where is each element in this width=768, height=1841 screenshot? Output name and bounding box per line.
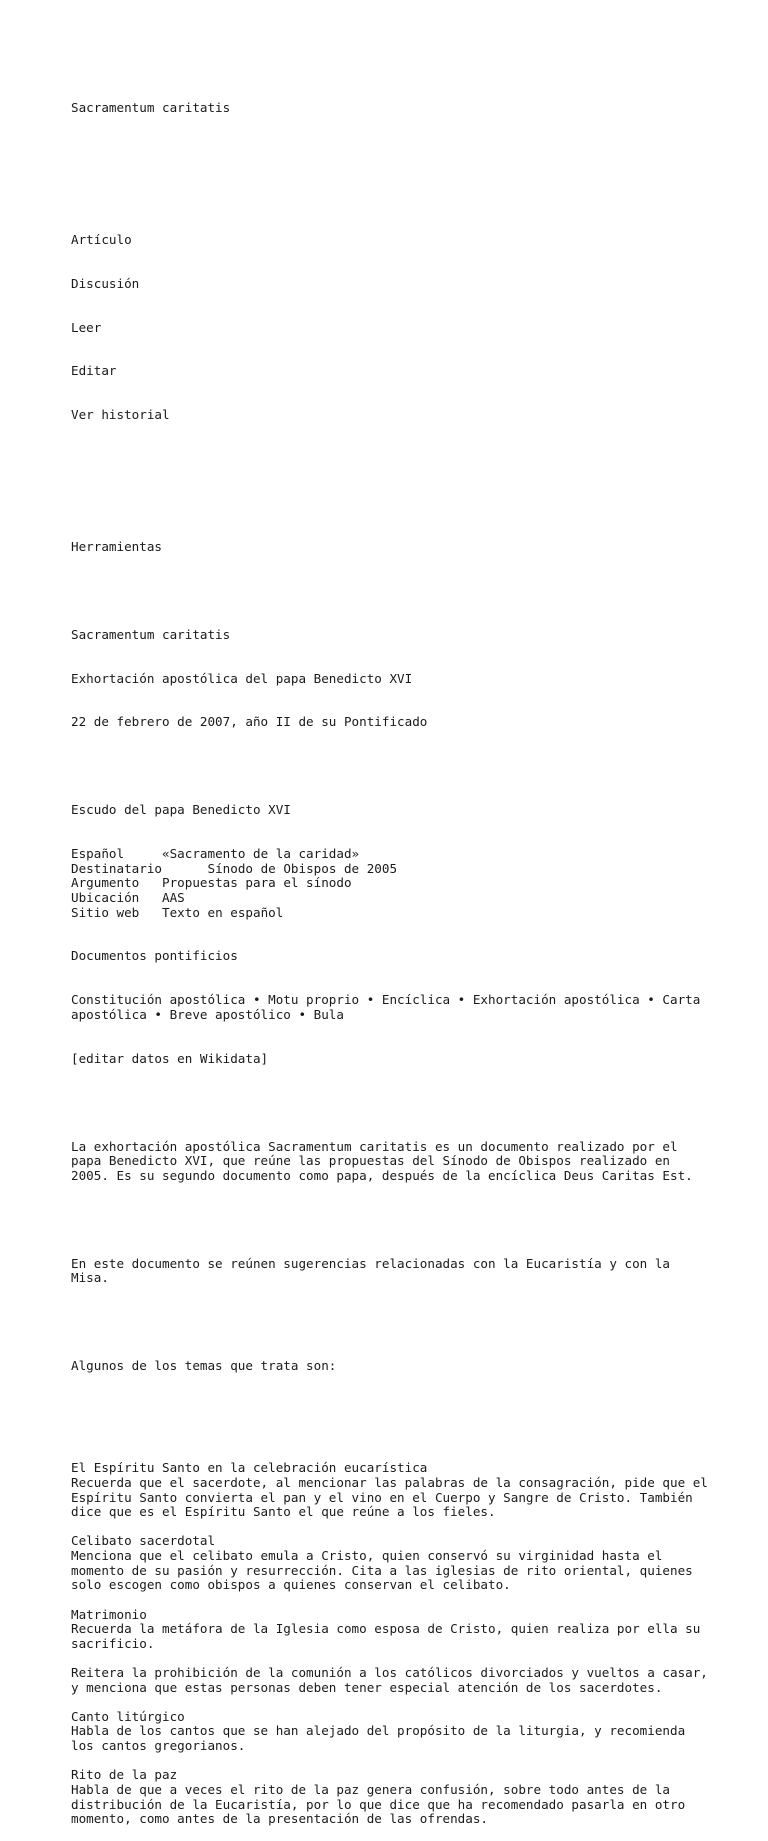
section-paragraph: Habla de que a veces el rito de la paz genera confusión, sobre todo antes de la distribución de la Eucaristía, por lo que dice que ha recomendado pasarla en otro momento, como antes de la presentación de las ofrendas. bbox=[71, 1781, 693, 1827]
infobox-row-label: Sitio web bbox=[71, 904, 140, 920]
section-heading: El Espíritu Santo en la celebración eucarística bbox=[71, 1460, 428, 1476]
infobox-row-value: Propuestas para el sínodo bbox=[162, 875, 352, 891]
infobox-row bbox=[71, 876, 711, 891]
infobox-name: Sacramentum caritatis bbox=[71, 626, 231, 642]
article-page bbox=[71, 72, 716, 1841]
section bbox=[71, 1768, 711, 1827]
spacer bbox=[71, 1213, 711, 1228]
infobox-row-label: Destinatario bbox=[71, 860, 162, 876]
tab-editar[interactable]: Editar bbox=[71, 363, 117, 379]
spacer bbox=[71, 1520, 711, 1535]
tab-discusion[interactable]: Discusión bbox=[71, 275, 140, 291]
spacer bbox=[71, 1651, 711, 1666]
tab-leer[interactable]: Leer bbox=[71, 319, 102, 335]
section-heading: Canto litúrgico bbox=[71, 1708, 185, 1724]
spacer bbox=[71, 1593, 711, 1608]
infobox-row-label: Ubicación bbox=[71, 889, 140, 905]
infobox-row bbox=[71, 862, 711, 877]
infobox-row bbox=[71, 847, 711, 862]
intro-paragraph: La exhortación apostólica Sacramentum caritatis es un documento realizado por el papa Benedicto XVI, que reúne las propuestas del Sínodo de Obispos realizado en 2005. Es su segundo documento como papa, después de la encíclica Deus Caritas Est. bbox=[71, 1138, 693, 1183]
infobox-rows bbox=[71, 847, 711, 920]
spacer bbox=[71, 1315, 711, 1330]
page-title: Sacramentum caritatis bbox=[71, 100, 231, 116]
spacer bbox=[71, 1695, 711, 1710]
section-paragraph: Reitera la prohibición de la comunión a los católicos divorciados y vueltos a casar, y menciona que estas personas deben tener especial atención de los sacerdotes. bbox=[71, 1664, 716, 1695]
section-heading: Rito de la paz bbox=[71, 1767, 178, 1783]
tab-articulo[interactable]: Artículo bbox=[71, 231, 132, 247]
section-paragraph: Habla de los cantos que se han alejado del propósito de la liturgia, y recomienda los cantos gregorianos. bbox=[71, 1723, 693, 1754]
tools-menu[interactable]: Herramientas bbox=[71, 538, 162, 554]
spacer bbox=[71, 1754, 711, 1769]
infobox-row-label: Argumento bbox=[71, 875, 140, 891]
edit-wikidata-link[interactable]: [editar datos en Wikidata] bbox=[71, 1050, 269, 1066]
infobox-date: 22 de febrero de 2007, año II de su Pontificado bbox=[71, 714, 428, 730]
docs-heading: Documentos pontificios bbox=[71, 948, 238, 964]
section bbox=[71, 1606, 716, 1710]
infobox-row bbox=[71, 906, 711, 921]
section bbox=[71, 1460, 716, 1534]
infobox-row-value: AAS bbox=[162, 889, 185, 905]
section-paragraph: Menciona que el celibato emula a Cristo, quien conservó su virginidad hasta el momento de su pasión y resurrección. Cita a las iglesias de rito oriental, quienes solo escogen como obispos a quienes conservan el celibato. bbox=[71, 1548, 701, 1593]
nav-tabs bbox=[71, 204, 711, 453]
infobox-subtitle: Exhortación apostólica del papa Benedicto XVI bbox=[71, 670, 413, 686]
section-paragraph: Recuerda que el sacerdote, al mencionar las palabras de la consagración, pide que el Espíritu Santo convierta el pan y el vino en el Cuerpo y Sangre de Cristo. También dice que es el Espíritu Santo el que reúne a los fieles. bbox=[71, 1474, 716, 1520]
infobox-escudo: Escudo del papa Benedicto XVI bbox=[71, 802, 291, 818]
section bbox=[71, 1534, 711, 1607]
paragraph: En este documento se reúnen sugerencias relacionadas con la Eucaristía y con la Misa. bbox=[71, 1255, 678, 1286]
paragraph: Algunos de los temas que trata son: bbox=[71, 1357, 337, 1373]
section-heading: Celibato sacerdotal bbox=[71, 1533, 216, 1549]
infobox-row-value: Sínodo de Obispos de 2005 bbox=[207, 860, 398, 876]
infobox-row-value: «Sacramento de la caridad» bbox=[162, 846, 360, 862]
section-heading: Matrimonio bbox=[71, 1606, 147, 1622]
section bbox=[71, 1710, 711, 1768]
spacer bbox=[71, 481, 711, 496]
section-paragraph: Recuerda la metáfora de la Iglesia como esposa de Cristo, quien realiza por ella su sacrificio. bbox=[71, 1621, 708, 1651]
infobox-row-value: Texto en español bbox=[162, 904, 284, 920]
spacer bbox=[71, 1403, 711, 1418]
spacer bbox=[71, 145, 711, 160]
infobox bbox=[71, 598, 711, 1095]
spacer bbox=[71, 759, 711, 774]
sections bbox=[71, 1460, 716, 1827]
infobox-row bbox=[71, 891, 711, 906]
tab-ver-historial[interactable]: Ver historial bbox=[71, 407, 170, 423]
infobox-row-label: Español bbox=[71, 846, 125, 862]
docs-list: Constitución apostólica • Motu proprio • Encíclica • Exhortación apostólica • Carta apostólica • Breve apostólico • Bula bbox=[71, 992, 708, 1022]
